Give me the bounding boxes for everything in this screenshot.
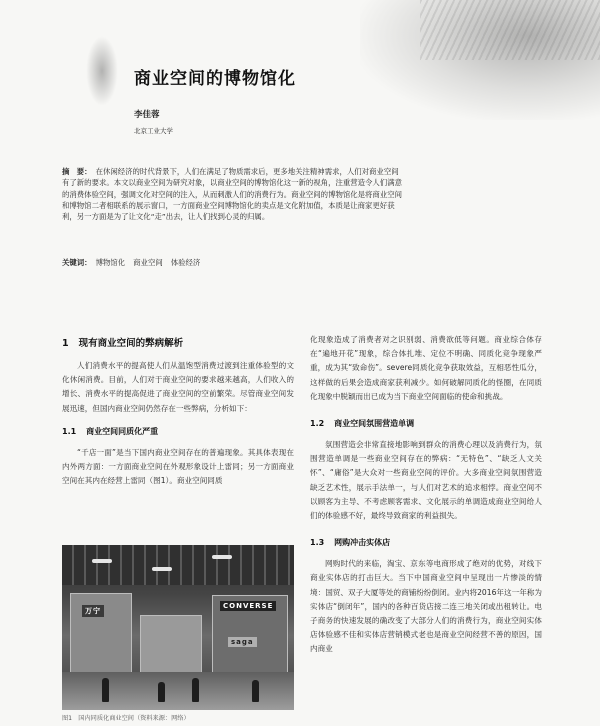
figure-storefront — [140, 615, 202, 673]
figure-person — [252, 680, 259, 702]
figure-light — [92, 559, 112, 563]
figure-floor — [62, 672, 294, 710]
subsection-title: 商业空间氛围营造单调 — [334, 419, 415, 429]
section-number: 1 — [62, 338, 69, 349]
abstract-label: 摘 要： — [62, 167, 92, 176]
figure-person — [158, 682, 165, 702]
section-title: 现有商业空间的弊病解析 — [78, 338, 184, 349]
figure-caption: 图1 国内同质化商业空间（资料来源：网络） — [62, 715, 190, 722]
author-affiliation: 北京工业大学 — [134, 127, 173, 135]
subsection-number: 1.1 — [62, 426, 77, 436]
abstract-text: 在休闲经济的时代背景下，人们在满足了物质需求后，更多地关注精神需求，人们对商业空间有了新的要求。本文以商业空间为研究对象，以商业空间的博物馆化这一新的视角，注重营造令人们满意的消费体验空间，强调文化对空间的注入，从而刺激人们的消费行为。商业空间的博物馆化是将商业空间和博物馆二者相联系的展示窗口，一方面商业空间博物馆化的卖点是文化附加值，本质是让商家更好获利，另一方面是为了让文化“走”出去，让人们找到心灵的归属。 — [62, 167, 402, 222]
paragraph: 化现象造成了消费者对之识别弱、消费欲低等问题。商业综合体存在“遍地开花”现象，综合体扎堆、定位不明确、同质化竞争现象严重，成为其“致命伤”。severe同质化竞争获取效益，互相恶性瓜分，这样做的后果会造成商家获利减少。如何破解同质化的怪圈，在同质化现象中脱颖而出已成为当下商业空间面临的使命和挑战。 — [310, 335, 542, 401]
author-name: 李佳蓉 — [134, 110, 160, 120]
subsection-heading — [310, 418, 542, 429]
subsection-title: 商业空间同质化严重 — [86, 426, 159, 436]
subsection-title: 网购冲击实体店 — [334, 538, 391, 548]
keywords-label: 关键词： — [62, 258, 92, 267]
figure-person — [102, 678, 109, 702]
subsection-heading — [310, 537, 542, 548]
keyword: 博物馆化 — [95, 258, 126, 267]
subsection-heading — [62, 426, 294, 437]
figure-light — [212, 555, 232, 559]
keywords-block — [62, 257, 402, 268]
keyword: 商业空间 — [133, 258, 163, 267]
figure-person — [192, 678, 199, 702]
figure-light — [152, 567, 172, 571]
keyword: 体验经济 — [170, 258, 201, 267]
paragraph: 网购时代的来临，淘宝、京东等电商形成了绝对的优势，对线下商业实体店的打击巨大。当下中国商业空间中呈现出一片惨淡的情境：国贸、双子大厦等处的商铺纷纷倒闭。业内将2016年这一年称为实体店“倒闭年”，国内的各种百货店接二连三地关闭或出租转让。电子商务的快速发展的确改变了大部分人们的消费行为，商业空间实体店体验感不佳和实体店营销模式老也是商业空间经营不善的原因，国内商业 — [310, 559, 542, 654]
figure-sign: CONVERSE — [220, 601, 276, 611]
figure-sign: 万宁 — [82, 605, 104, 617]
figure-ceiling — [62, 545, 294, 585]
left-column — [62, 325, 294, 492]
article-title: 商业空间的博物馆化 — [134, 69, 296, 89]
right-column — [310, 333, 542, 661]
subsection-number: 1.2 — [310, 419, 325, 429]
section-heading — [62, 335, 294, 349]
figure-sign: saga — [228, 637, 257, 647]
paragraph: 氛围营造会非常直接地影响到群众的消费心理以及消费行为，氛围营造单调是一些商业空间存在的弊病：“无特色”、“缺乏人文关怀”、“庸俗”是大众对一些商业空间的评价。大多商业空间氛围营造缺乏艺术性，展示手法单一，与人们对艺术的追求相悖。商业空间不以顾客为主导、不考虑顾客需求、文化展示的单调造成商业空间给人们的体验感不好，最终导致商家的利益损失。 — [310, 440, 542, 521]
paragraph: “千店一面”是当下国内商业空间存在的普遍现象。其具体表现在内外两方面：一方面商业空间在外观形象设计上雷同；另一方面商业空间在其内在经营上雷同（图1）。商业空间同质 — [62, 447, 294, 486]
paragraph: 人们消费水平的提高使人们从温饱型消费过渡到注重体验型的文化休闲消费。目前，人们对于商业空间的要求越来越高，人们收入的增长、消费水平的提高促进了商业空间的空前繁荣。尽管商业空间发展迅速，但国内商业空间仍然存在一些弊病，分析如下： — [62, 361, 294, 413]
figure-mall-photo — [62, 545, 294, 710]
subsection-number: 1.3 — [310, 538, 325, 548]
abstract-block — [62, 166, 402, 222]
title-decoration — [86, 36, 118, 106]
header-texture-lines — [420, 0, 600, 60]
